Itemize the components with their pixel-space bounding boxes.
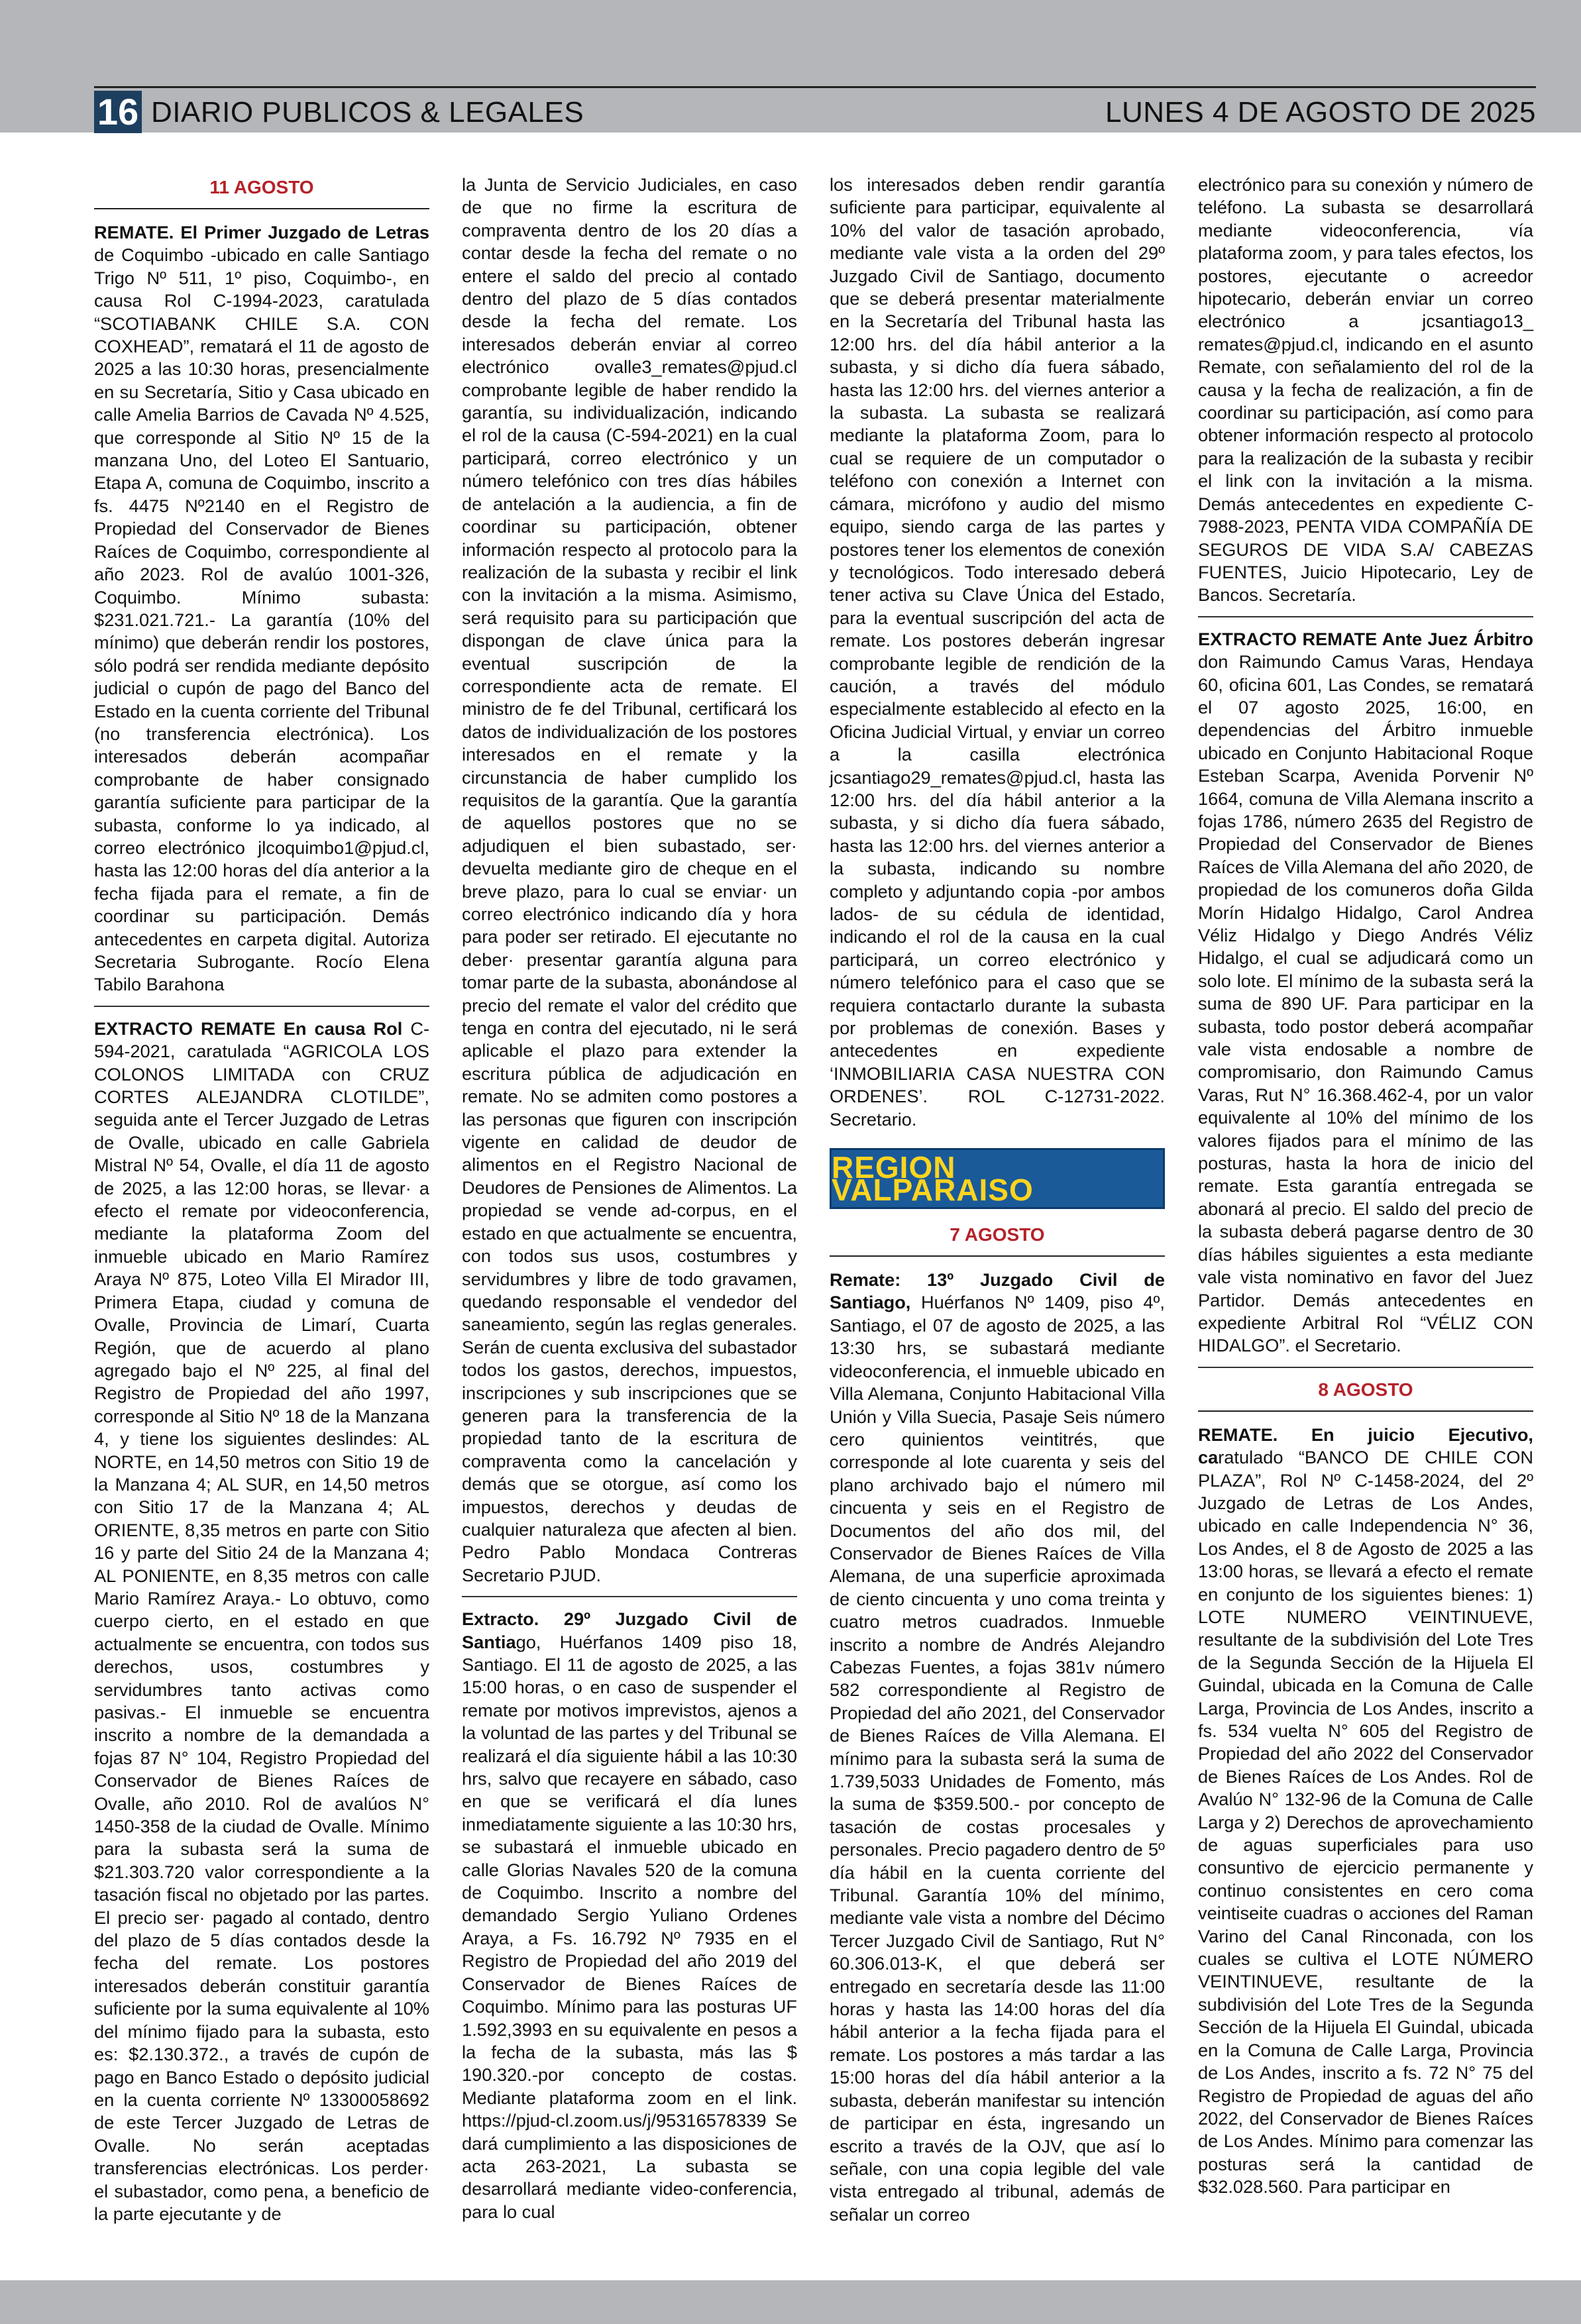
heading-rule (830, 1255, 1165, 1257)
notice-remate-13-juzgado (830, 1269, 1165, 2226)
notice-body: C-594-2021, caratulada “AGRICOLA LOS COLONOS LIMITADA con CRUZ CORTES ALEJANDRA CLOTILDE”, seguida ante el Tercer Juzgado de Letras de Ovalle, ubicado en calle Gabriela Mistral Nº 54, Ovalle, el día 11 de agosto de 2025, a las 12:00 horas, se llevar· a efecto el remate por videoconferencia, mediante la plataforma Zoom del inmueble ubicado en Mario Ramírez Araya Nº 875, Loteo Villa El Mirador III, Primera Etapa, ciudad y comuna de Ovalle, Provincia de Limarí, Cuarta Región, que de acuerdo al plano agregado bajo el Nº 225, al final del Registro de Propiedad del año 1997, corresponde al Sitio Nº 18 de la Manzana 4, y tiene los siguientes deslindes: AL NORTE, en 14,50 metros con Sitio 19 de la Manzana 4; AL SUR, en 14,50 metros con Sitio 17 de la Manzana 4; AL ORIENTE, 8,35 metros en parte con Sitio 16 y parte del Sitio 24 de la Manzana 4; AL PONIENTE, en 8,35 metros con calle Mario Ramírez Araya.- Lo obtuvo, como cuerpo cierto, en el estado en que actualmente se encuentra, con todos sus derechos, usos, costumbres y servidumbres tanto activas como pasivas.- El inmueble se encuentra inscrito a nombre de la demandada a fojas 87 N° 104, Registro Propiedad del Conservador de Bienes Raíces de Ovalle, año 2010. Rol de avalúos N° 1450-358 de la ciudad de Ovalle. Mínimo para la subasta será la suma de $21.303.720 valor correspondiente a la tasación fiscal no objetado por las partes. El precio ser· pagado al contado, dentro del plazo de 5 días contados desde la fecha del remate. Los postores interesados deberán constituir garantía suficiente por la suma equivalente al 10% del mínimo fijado para la subasta, esto es: $2.130.372., a través de cupón de pago en Banco Estado o depósito judicial en la cuenta corriente Nº 13300058692 de este Tercer Juzgado de Letras de Ovalle. No serán aceptadas transferencias electrónicas. Los perder· el subastador, como pena, a beneficio de la parte ejecutante y de (94, 1018, 430, 2224)
notice-lead: EXTRACTO REMATE En causa Rol (94, 1018, 403, 1039)
notice-divider (462, 1596, 797, 1597)
date-heading: 7 AGOSTO (950, 1224, 1045, 1245)
notice-continuation: los interesados deben rendir garantía suficiente para participar, equivalente al 10% del valor de tasación aprobado, mediante vale vista a la orden del 29º Juzgado Civil de Santiago, documento que se deberá presentar materialmente en la Secretaría del Tribunal hasta las 12:00 hrs. del día hábil anterior a la subasta, y si dicho día fuera sábado, hasta las 12:00 hrs. del viernes anterior a la subasta. La subasta se realizará mediante la plataforma Zoom, para lo cual se requiere de un computador o teléfono con conexión a Internet con cámara, micrófono y audio del mismo equipo, siendo carga de las partes y postores tener los elementos de conexión y tecnológicos. Todo interesado deberá tener activa su Clave Única del Estado, para la eventual suscripción del acta de remate. Los postores deberán ingresar comprobante legible de rendición de la caución, a través del módulo especialmente establecido al efecto en la Oficina Judicial Virtual, y enviar un correo a la casilla electrónica jcsantiago29_remates@pjud.cl, hasta las 12:00 hrs. del día hábil anterior a la subasta, y si dicho día fuera sábado, hasta las 12:00 hrs. del viernes anterior a la subasta, indicando su nombre completo y adjuntando copia -por ambos lados- de su cédula de identidad, indicando el rol de la causa en la cual participará, un correo electrónico y número telefónico para el caso que se requiera contactarlo durante la subasta por problemas de conexión. Bases y antecedentes en expediente ‘INMOBILIARIA CASA NUESTRA CON ORDENES’. ROL C-12731-2022. Secretario. (830, 174, 1165, 1130)
notice-divider (1198, 616, 1533, 617)
page-number: 16 (94, 91, 142, 133)
notice-body: de Coquimbo -ubicado en calle Santiago Trigo Nº 511, 1º piso, Coquimbo-, en causa Rol C-1994-2023, caratulada “SCOTIABANK CHILE S.A. CON COXHEAD”, rematará el 11 de agosto de 2025 a las 10:30 horas, presencialmente en su Secretaría, Sitio y Casa ubicado en calle Amelia Barrios de Cavada Nº 4.525, que corresponde al Sitio Nº 15 de la manzana Uno, del Loteo El Santuario, Etapa A, comuna de Coquimbo, inscrito a fs. 4475 Nº2140 en el Registro de Propiedad del Conservador de Bienes Raíces de Coquimbo, correspondiente al año 2023. Rol de avalúo 1001-326, Coquimbo. Mínimo subasta: $231.021.721.- La garantía (10% del mínimo) que deberán rendir los postores, sólo podrá ser rendida mediante depósito judicial o cupón de pago del Banco del Estado en la cuenta corriente del Tribunal (no transferencia electrónica). Los interesados deberán acompañar comprobante de haber consignado garantía suficiente para participar de la subasta, conforme lo ya indicado, al correo electrónico jlcoquimbo1@pjud.cl, hasta las 12:00 horas del día anterior a la fecha fijada para el remate, a fin de coordinar su participación. Demás antecedentes en carpeta digital. Autoriza Secretaria Subrogante. Rocío Elena Tabilo Barahona (94, 244, 429, 995)
notice-remate-coquimbo (94, 221, 429, 996)
notice-continuation: electrónico para su conexión y número de teléfono. La subasta se desarrollará mediante videoconferencia, vía plataforma zoom, y para tales efectos, los postores, ejecutante o acreedor hipotecario, deberán enviar un correo electrónico a jcsantiago13_ remates@pjud.cl, indicando en el asunto Remate, con señalamiento del rol de la causa y la fecha de realización, a fin de coordinar su participación, así como para obtener información respecto al protocolo para la realización de la subasta y recibir el link con la invitación a la misma. Demás antecedentes en expediente C-7988-2023, PENTA VIDA COMPAÑÍA DE SEGUROS DE VIDA S.A/ CABEZAS FUENTES, Juicio Hipotecario, Ley de Bancos. Secretaría. (1198, 174, 1533, 606)
notice-divider (94, 1006, 429, 1007)
column-3 (830, 174, 1165, 2226)
notice-lead: REMATE. El Primer Juzgado de Letras (94, 222, 429, 242)
issue-date: LUNES 4 DE AGOSTO DE 2025 (1105, 96, 1536, 129)
paper-name: DIARIO PUBLICOS & LEGALES (151, 96, 584, 129)
notice-body: ratulado “BANCO DE CHILE CON PLAZA”, Rol Nº C-1458-2024, del 2º Juzgado de Letras de Los Andes, ubicado en calle Independencia N° 36, Los Andes, el 8 de Agosto de 2025 a las 13:00 horas, se llevará a efecto el remate en conjunto de los siguientes bienes: 1) LOTE NUMERO VEINTINUEVE, resultante de la subdivisión del Lote Tres de la Segunda Sección de la Hijuela El Guindal, ubicada en la Comuna de Calle Larga, Provincia de Los Andes, inscrito a fs. 534 vuelta N° 605 del Registro de Propiedad del año 2022 del Conservador de Bienes Raíces de Los Andes. Rol de Avalúo N° 132-96 de la Comuna de Calle Larga y 2) Derechos de aprovechamiento de aguas superficiales para uso consuntivo de ejercicio permanente y continuo consistentes en cero coma veintiseite cuadras o acciones del Raman Varino del Canal Rinconada, con los cuales se cultiva el LOTE NÚMERO VEINTINUEVE, resultante de la subdivisión del Lote Tres de la Segunda Sección de la Hijuela El Guindal, ubicada en la Comuna de Calle Larga, Provincia de Los Andes, inscrito a fs. 72 N° 75 del Registro de Propiedad de aguas del año 2022, del Conservador de Bienes Raíces de Los Andes. Mínimo para comenzar las posturas será la cantidad de $32.028.560. Para participar en (1198, 1447, 1533, 2197)
column-2 (462, 174, 797, 2223)
date-heading: 8 AGOSTO (1318, 1379, 1413, 1400)
region-banner (830, 1148, 1165, 1209)
notice-divider (1198, 1367, 1533, 1368)
notice-body: go, Huérfanos 1409 piso 18, Santiago. El 11 de agosto de 2025, a las 15:00 horas, o en caso de suspender el remate por motivos imprevistos, ajenos a la voluntad de las partes y del Tribunal se realizará el día siguiente hábil a las 10:30 hrs, salvo que recayere en sábado, caso en que se verificará el día lunes inmediatamente siguiente a las 10:30 hrs, se subastará el inmueble ubicado en calle Glorias Navales 520 de la comuna de Coquimbo. Inscrito a nombre del demandado Sergio Yuliano Ordenes Araya, a Fs. 16.792 Nº 7935 en el Registro de Propiedad del año 2019 del Conservador de Bienes Raíces de Coquimbo. Mínimo para las posturas UF 1.592,3993 en su equivalente en pesos a la fecha de la subasta, más las $ 190.320.-por concepto de costas. Mediante plataforma zoom en el link. https://pjud-cl.zoom.us/j/95316578339 Se dará cumplimiento a las disposiciones de acta 263-2021, La subasta se desarrollará mediante video-conferencia, para lo cual (462, 1631, 797, 2222)
notice-lead: EXTRACTO REMATE Ante Juez Árbitro (1198, 628, 1533, 649)
notice-extracto-29-juzgado (462, 1608, 797, 2223)
notice-lead: Extracto. 29º Juzgado Civil de Santia (462, 1609, 797, 1652)
notice-remate-los-andes (1198, 1424, 1533, 2199)
notice-continuation: la Junta de Servicio Judiciales, en caso de que no firme la escritura de compraventa dentro de los 20 días a contar desde la fecha del remate o no entere el saldo del precio al contado dentro del plazo de 5 días contados desde la fecha del remate. Los interesados deberán enviar al correo electrónico ovalle3_remates@pjud.cl comprobante legible de haber rendido la garantía, su individualización, indicando el rol de la causa (C-594-2021) en la cual participará, correo electrónico y un número telefónico con tres días hábiles de antelación a la audiencia, a fin de coordinar su participación, obtener información respecto al protocolo para la realización de la subasta y recibir el link con la invitación a la misma. Asimismo, será requisito para su participación que dispongan de clave única para la eventual suscripción de la correspondiente acta de remate. El ministro de fe del Tribunal, certificará los datos de individualización de los postores interesados en el remate y la circunstancia de haber cumplido los requisitos de la garantía. Que la garantía de aquellos postores que no se adjudiquen el bien subastado, ser· devuelta mediante giro de cheque en el breve plazo, para lo cual se enviar· un correo electrónico indicando día y hora para poder ser retirado. El ejecutante no deber· presentar garantía alguna para tomar parte de la subasta, abonándose al precio del remate el valor del crédito que tenga en contra del ejecutado, ni le será aplicable el plazo para extender la escritura pública de adjudicación en remate. No se admiten como postores a las personas que figuren con inscripción vigente en calidad de deudor de alimentos en el Registro Nacional de Deudores de Pensiones de Alimentos. La propiedad se vende ad-corpus, en el estado en que actualmente se encuentra, con todos sus usos, costumbres y servidumbres y libre de todo gravamen, quedando responsable el vendedor del saneamiento, según las reglas generales. Serán de cuenta exclusiva del subastador todos los gastos, derechos, impuestos, inscripciones y sub inscripciones que se generen para la transferencia de la propiedad tanto de la escritura de compraventa como la cancelación y demás que se otorgue, así como los impuestos, derechos y deudas de cualquier naturaleza que afecten al bien. Pedro Pablo Mondaca Contreras Secretario PJUD. (462, 174, 797, 1585)
heading-rule (94, 208, 429, 209)
region-banner-label: REGION VALPARAISO (832, 1149, 1034, 1208)
heading-rule (1198, 1410, 1533, 1412)
bottom-band (0, 2280, 1581, 2324)
page-header (94, 86, 1536, 132)
notice-lead: Remate: 13º Juzgado Civil de Santiago, (830, 1269, 1165, 1313)
column-4 (1198, 174, 1533, 2199)
column-1 (94, 174, 429, 2225)
notice-lead: REMATE. En juicio Ejecutivo, ca (1198, 1424, 1533, 1468)
notice-extracto-arbitro (1198, 628, 1533, 1357)
notice-extracto-ovalle (94, 1018, 429, 2226)
notice-body: don Raimundo Camus Varas, Hendaya 60, oficina 601, Las Condes, se rematará el 07 agosto 2025, 16:00, en dependencias del Árbitro inmueble ubicado en Conjunto Habitacional Roque Esteban Scarpa, Avenida Porvenir Nº 1664, comuna de Villa Alemana inscrito a fojas 1786, número 2635 del Registro de Propiedad del Conservador de Bienes Raíces de Villa Alemana del año 2020, de propiedad de los comuneros doña Gilda Morín Hidalgo Hidalgo, Carol Andrea Véliz Hidalgo y Diego Andrés Véliz Hidalgo, el cual se adjudicará como un solo lote. El mínimo de la subasta será la suma de 890 UF. Para participar en la subasta, todo postor deberá acompañar vale vista endosable a nombre de compromisario, don Raimundo Camus Varas, Rut N° 16.368.462-4, por un valor equivalente al 10% del mínimo de los valores fijados para el mínimo de las posturas, hasta la hora de inicio del remate. Esta garantía entregada se abonará al precio. El saldo del precio de la subasta deberá pagarse dentro de 30 días hábiles siguientes a esta mediante vale vista nominativo en favor del Juez Partidor. Demás antecedentes en expediente Arbitral Rol “VÉLIZ CON HIDALGO”. el Secretario. (1198, 651, 1533, 1356)
notice-body: Huérfanos Nº 1409, piso 4º, Santiago, el 07 de agosto de 2025, a las 13:30 hrs, se subastará mediante videoconferencia, el inmueble ubicado en Villa Alemana, Conjunto Habitacional Villa Unión y Villa Suecia, Pasaje Seis número cero quinientos veintitrés, que corresponde al lote cuarenta y seis del plano archivado bajo el número mil cincuenta y seis en el Registro de Documentos del año dos mil, del Conservador de Bienes Raíces de Villa Alemana, de una superficie aproximada de ciento cincuenta y uno coma treinta y cuatro metros cuadrados. Inmueble inscrito a nombre de Andrés Alejandro Cabezas Fuentes, a fojas 381v número 582 correspondiente al Registro de Propiedad del año 2021, del Conservador de Bienes Raíces de Villa Alemana. El mínimo para la subasta será la suma de 1.739,5033 Unidades de Fomento, más la suma de $359.500.- por concepto de tasación de costas procesales y personales. Precio pagadero dentro de 5º día hábil en la cuenta corriente del Tribunal. Garantía 10% del mínimo, mediante vale vista a nombre del Décimo Tercer Juzgado Civil de Santiago, Rut N° 60.306.013-K, el que deberá ser entregado en secretaría desde las 11:00 horas y hasta las 14:00 horas del día hábil anterior a la fecha fijada para el remate. Los postores a más tardar a las 15:00 horas del día hábil anterior a la subasta, deberán manifestar su intención de participar en ésta, ingresando un escrito a través de la OJV, que así lo señale, con una copia legible del vale vista entregado al tribunal, además de señalar un correo (830, 1292, 1165, 2225)
date-heading: 11 AGOSTO (209, 177, 314, 197)
